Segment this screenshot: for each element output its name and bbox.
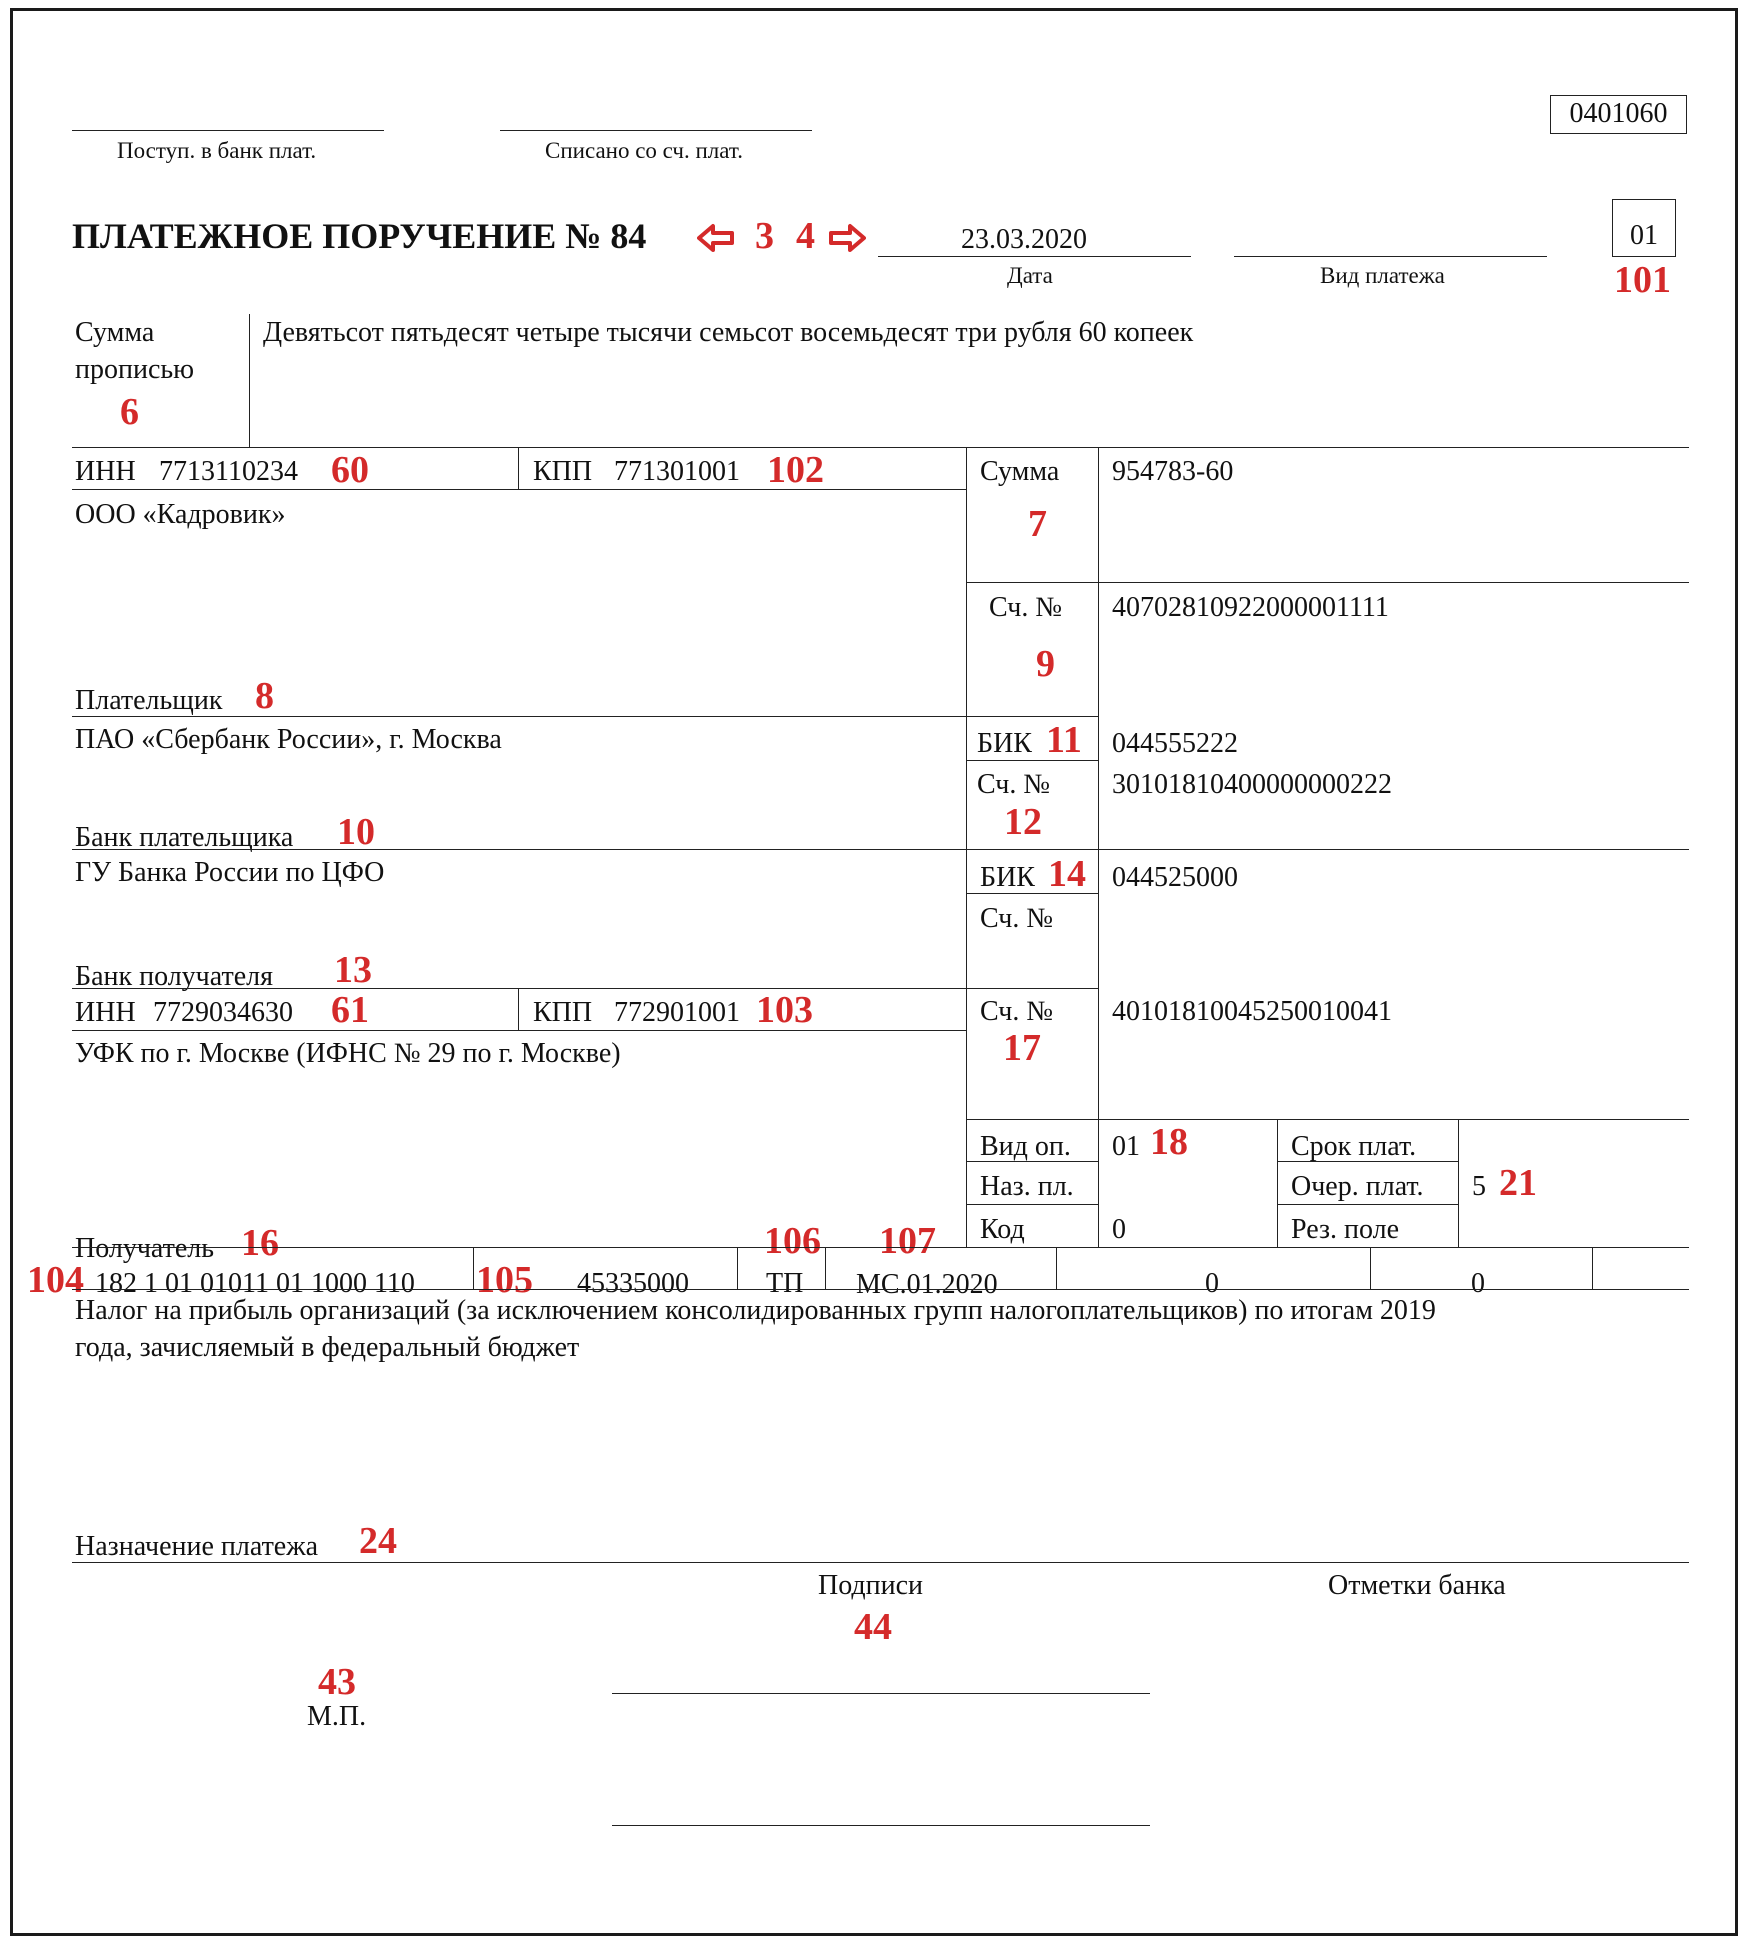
- marker-11: 11: [1046, 719, 1082, 761]
- received-label: Поступ. в банк плат.: [117, 138, 317, 163]
- payer-inn: 7713110234: [159, 456, 298, 487]
- payer-kpp: 771301001: [614, 456, 740, 487]
- payee-inn: 7729034630: [153, 997, 293, 1028]
- payer-bank-label: Банк плательщика: [75, 822, 294, 853]
- grid-line: [518, 988, 519, 1030]
- grid-line: [966, 760, 1098, 761]
- amount-words-divider: [249, 314, 250, 447]
- grid-line: [1098, 447, 1099, 1247]
- marker-12: 12: [1004, 801, 1042, 843]
- marker-107: 107: [879, 1220, 936, 1262]
- payer-bik-label: БИК: [977, 728, 1032, 759]
- payer-bank-name: ПАО «Сбербанк России», г. Москва: [75, 724, 502, 755]
- payer-bik: 044555222: [1112, 728, 1238, 759]
- grid-line: [966, 447, 967, 1247]
- purpose-code-label: Наз. пл.: [980, 1171, 1074, 1202]
- payee-account-label: Сч. №: [980, 996, 1054, 1027]
- marker-6: 6: [120, 391, 139, 433]
- payee-bik-label: БИК: [980, 862, 1035, 893]
- marker-61: 61: [331, 989, 369, 1031]
- due-label: Срок плат.: [1291, 1131, 1417, 1162]
- marker-60: 60: [331, 449, 369, 491]
- grid-line: [966, 893, 1098, 894]
- grid-line: [1056, 1247, 1057, 1289]
- page-title: ПЛАТЕЖНОЕ ПОРУЧЕНИЕ № 84: [72, 216, 647, 256]
- grid-line: [737, 1247, 738, 1289]
- payer-kpp-label: КПП: [533, 456, 593, 487]
- marker-21: 21: [1499, 1162, 1537, 1204]
- marker-17: 17: [1003, 1027, 1041, 1069]
- payment-type-line: [1234, 256, 1547, 257]
- grid-line: [72, 1289, 1689, 1290]
- payee-bik: 044525000: [1112, 862, 1238, 893]
- marker-13: 13: [334, 949, 372, 991]
- code-label: Код: [980, 1214, 1025, 1245]
- grid-line: [72, 447, 1689, 448]
- amount-label: Сумма: [980, 456, 1060, 487]
- grid-line: [72, 849, 1689, 850]
- received-line: [72, 130, 384, 131]
- tax-basis: ТП: [766, 1268, 804, 1299]
- bank-marks-label: Отметки банка: [1328, 1570, 1506, 1601]
- grid-line: [966, 1204, 1098, 1205]
- grid-line: [1277, 1204, 1458, 1205]
- marker-9: 9: [1036, 643, 1055, 685]
- signature-line-1: [612, 1693, 1150, 1694]
- marker-102: 102: [767, 449, 824, 491]
- purpose-line-2: года, зачисляемый в федеральный бюджет: [75, 1332, 580, 1363]
- marker-101: 101: [1614, 259, 1671, 301]
- marker-3: 3: [755, 215, 774, 257]
- payee-kpp-label: КПП: [533, 997, 593, 1028]
- marker-8: 8: [255, 675, 274, 717]
- payee-name: УФК по г. Москве (ИФНС № 29 по г. Москве): [75, 1038, 621, 1069]
- payer-label: Плательщик: [75, 685, 223, 716]
- marker-14: 14: [1048, 853, 1086, 895]
- priority: 5: [1472, 1171, 1486, 1202]
- payment-type-label: Вид платежа: [1320, 263, 1445, 288]
- marker-105: 105: [476, 1259, 533, 1301]
- form-code: 0401060: [1569, 98, 1668, 129]
- purpose-line-1: Налог на прибыль организаций (за исключением консолидированных групп налогоплательщиков) по итогам 2019: [75, 1295, 1436, 1326]
- payer-inn-label: ИНН: [75, 456, 136, 487]
- signatures-label: Подписи: [818, 1570, 924, 1601]
- payee-label: Получатель: [75, 1233, 215, 1264]
- payer-corr-label: Сч. №: [977, 769, 1051, 800]
- payer-name: ООО «Кадровик»: [75, 499, 286, 530]
- marker-10: 10: [337, 811, 375, 853]
- amount-words-value: Девятьсот пятьдесят четыре тысячи семьсот восемьдесят три рубля 60 копеек: [263, 317, 1194, 348]
- grid-line: [1458, 1119, 1459, 1247]
- marker-18: 18: [1150, 1121, 1188, 1163]
- doc-date: 0: [1471, 1268, 1485, 1299]
- grid-line: [72, 489, 966, 490]
- right-arrow-icon: [828, 223, 866, 253]
- oktmo: 45335000: [577, 1268, 689, 1299]
- marker-104: 104: [27, 1259, 84, 1301]
- grid-line: [1370, 1247, 1371, 1289]
- payee-corr-label: Сч. №: [980, 903, 1054, 934]
- tax-period: МС.01.2020: [856, 1269, 998, 1300]
- form-code-box: [1550, 95, 1687, 134]
- grid-line: [518, 447, 519, 489]
- payee-account: 40101810045250010041: [1112, 996, 1392, 1027]
- doc-number: 0: [1205, 1268, 1219, 1299]
- grid-line: [1277, 1119, 1278, 1247]
- marker-103: 103: [756, 989, 813, 1031]
- marker-7: 7: [1028, 503, 1047, 545]
- stamp-label: М.П.: [307, 1701, 367, 1732]
- signature-line-2: [612, 1825, 1150, 1826]
- marker-43: 43: [318, 1661, 356, 1703]
- payer-corr: 30101810400000000222: [1112, 769, 1392, 800]
- grid-line: [473, 1247, 474, 1289]
- payee-inn-label: ИНН: [75, 997, 136, 1028]
- grid-line: [72, 716, 1098, 717]
- op-type: 01: [1112, 1131, 1140, 1162]
- grid-line: [966, 582, 1689, 583]
- date-line: [878, 256, 1191, 257]
- grid-line: [966, 1161, 1098, 1162]
- code: 0: [1112, 1214, 1126, 1245]
- payer-account-label: Сч. №: [989, 592, 1063, 623]
- debited-label: Списано со сч. плат.: [545, 138, 743, 163]
- marker-16: 16: [241, 1222, 279, 1264]
- grid-line: [72, 988, 1098, 989]
- reserve-label: Рез. поле: [1291, 1214, 1400, 1245]
- grid-line: [966, 1119, 1689, 1120]
- kbk: 182 1 01 01011 01 1000 110: [95, 1268, 415, 1299]
- grid-line: [825, 1247, 826, 1289]
- grid-line: [72, 1247, 1689, 1248]
- op-type-label: Вид оп.: [980, 1131, 1071, 1162]
- left-arrow-icon: [697, 223, 735, 253]
- marker-24: 24: [359, 1520, 397, 1562]
- grid-line: [1277, 1161, 1458, 1162]
- marker-4: 4: [796, 215, 815, 257]
- payment-date: 23.03.2020: [961, 224, 1087, 255]
- date-label: Дата: [1007, 263, 1053, 288]
- payee-bank-label: Банк получателя: [75, 961, 273, 992]
- payer-account: 40702810922000001111: [1112, 592, 1389, 623]
- grid-line: [72, 1562, 1689, 1563]
- grid-line: [72, 1030, 966, 1031]
- priority-label: Очер. плат.: [1291, 1171, 1424, 1202]
- marker-106: 106: [764, 1220, 821, 1262]
- debited-line: [500, 130, 812, 131]
- amount-value: 954783-60: [1112, 456, 1234, 487]
- grid-line: [1592, 1247, 1593, 1289]
- purpose-label: Назначение платежа: [75, 1531, 319, 1562]
- marker-44: 44: [854, 1606, 892, 1648]
- status-box: [1612, 199, 1676, 257]
- amount-words-label-1: Сумма: [75, 317, 155, 348]
- payment-order-form: [10, 8, 1738, 1936]
- payee-bank-name: ГУ Банка России по ЦФО: [75, 857, 385, 888]
- status-code: 01: [1630, 220, 1658, 251]
- amount-words-label-2: прописью: [75, 354, 195, 385]
- payee-kpp: 772901001: [614, 997, 740, 1028]
